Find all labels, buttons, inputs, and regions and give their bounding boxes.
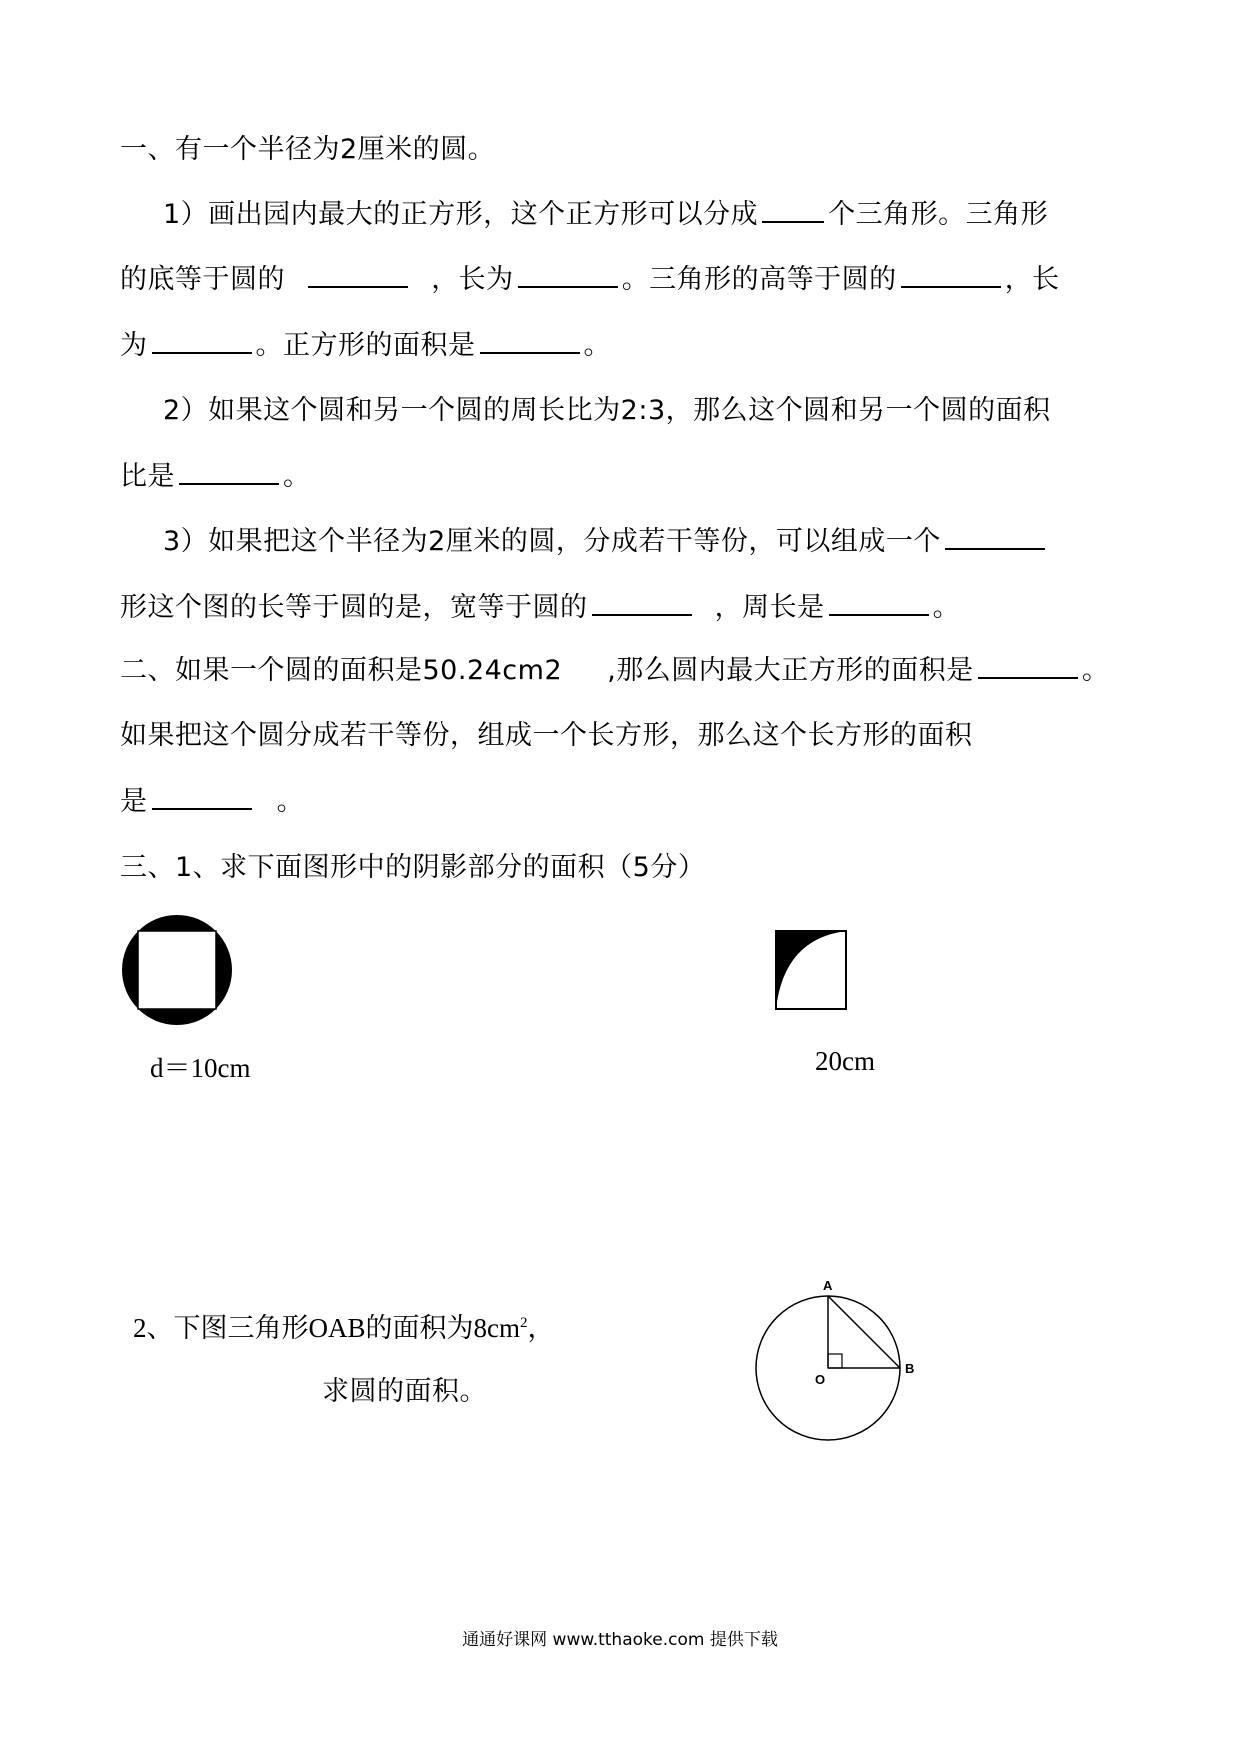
section2-text-3: 。	[1081, 655, 1110, 686]
answer-blank[interactable]	[901, 262, 1001, 288]
q1-text-4: ，长为	[431, 264, 514, 295]
section3-heading: 三、1、求下面图形中的阴影部分的面积（5分）	[120, 852, 706, 883]
circle-triangle-oab-figure	[745, 1260, 925, 1450]
q-triangle-line1	[133, 1306, 555, 1345]
q1-line1	[163, 197, 1048, 233]
q-triangle-text-b: ，	[527, 1313, 555, 1343]
q3-line1	[163, 524, 1049, 560]
q2-text-3: 。	[283, 461, 311, 492]
answer-blank[interactable]	[762, 197, 824, 223]
footer-text: 通通好课网 www.tthaoke.com 提供下载	[462, 1630, 778, 1650]
answer-blank[interactable]	[829, 590, 929, 616]
answer-blank[interactable]	[152, 784, 252, 810]
answer-blank[interactable]	[518, 262, 618, 288]
q3-text-2: 形这个图的长等于圆的是，宽等于圆的	[120, 592, 588, 623]
q1-text-3: 的底等于圆的	[120, 264, 285, 295]
section1-heading: 一、有一个半径为2厘米的圆。	[120, 134, 496, 165]
section2-text-6: 。	[276, 786, 305, 817]
answer-blank[interactable]	[592, 590, 692, 616]
q2-line2	[120, 459, 311, 495]
section2-line2: 如果把这个圆分成若干等份，组成一个长方形，那么这个长方形的面积	[120, 720, 973, 751]
section2-line1	[120, 653, 1109, 689]
answer-blank[interactable]	[179, 459, 279, 485]
answer-blank[interactable]	[308, 262, 408, 288]
section2-text-1: 二、如果一个圆的面积是50.24cm2	[120, 655, 563, 686]
q1-text-2: 个三角形。三角形	[828, 199, 1049, 230]
point-b-label: B	[905, 1361, 915, 1376]
q-triangle-line2: 求圆的面积。	[322, 1376, 487, 1407]
q1-text-9: 。	[583, 330, 611, 361]
point-o-label: O	[815, 1372, 826, 1387]
q2-text-2: 比是	[120, 461, 175, 492]
q3-text-1: 3）如果把这个半径为2厘米的圆，分成若干等份，可以组成一个	[163, 526, 941, 557]
answer-blank[interactable]	[480, 328, 580, 354]
section2-text-5: 是	[120, 786, 148, 817]
q-triangle-text-a: 2、下图三角形OAB的面积为8cm	[133, 1313, 520, 1343]
q3-text-4: 。	[932, 592, 961, 623]
circle-inscribed-square-figure	[120, 913, 234, 1027]
section2-text-2: ,那么圆内最大正方形的面积是	[607, 655, 974, 686]
q1-text-5: 。三角形的高等于圆的	[621, 264, 897, 295]
q1-line3	[120, 328, 611, 364]
figure1-label: d＝10cm	[150, 1053, 251, 1083]
square-quarter-arc-figure	[774, 929, 848, 1011]
section2-line3	[120, 784, 304, 820]
q2-line1: 2）如果这个圆和另一个圆的周长比为2:3，那么这个圆和另一个圆的面积	[163, 395, 1051, 426]
q1-line2	[120, 262, 1060, 298]
q3-text-3: ，周长是	[714, 592, 825, 623]
q1-text-6: ，长	[1004, 264, 1060, 295]
answer-blank[interactable]	[945, 524, 1045, 550]
q3-line2	[120, 590, 960, 626]
figure2-label: 20cm	[815, 1046, 875, 1076]
q1-text-7: 为	[120, 330, 148, 361]
answer-blank[interactable]	[152, 328, 252, 354]
q-triangle-sup: 2	[520, 1315, 528, 1331]
point-a-label: A	[823, 1278, 833, 1293]
answer-blank[interactable]	[978, 653, 1078, 679]
q1-text-8: 。正方形的面积是	[255, 330, 476, 361]
q1-text-1: 1）画出园内最大的正方形，这个正方形可以分成	[163, 199, 759, 230]
